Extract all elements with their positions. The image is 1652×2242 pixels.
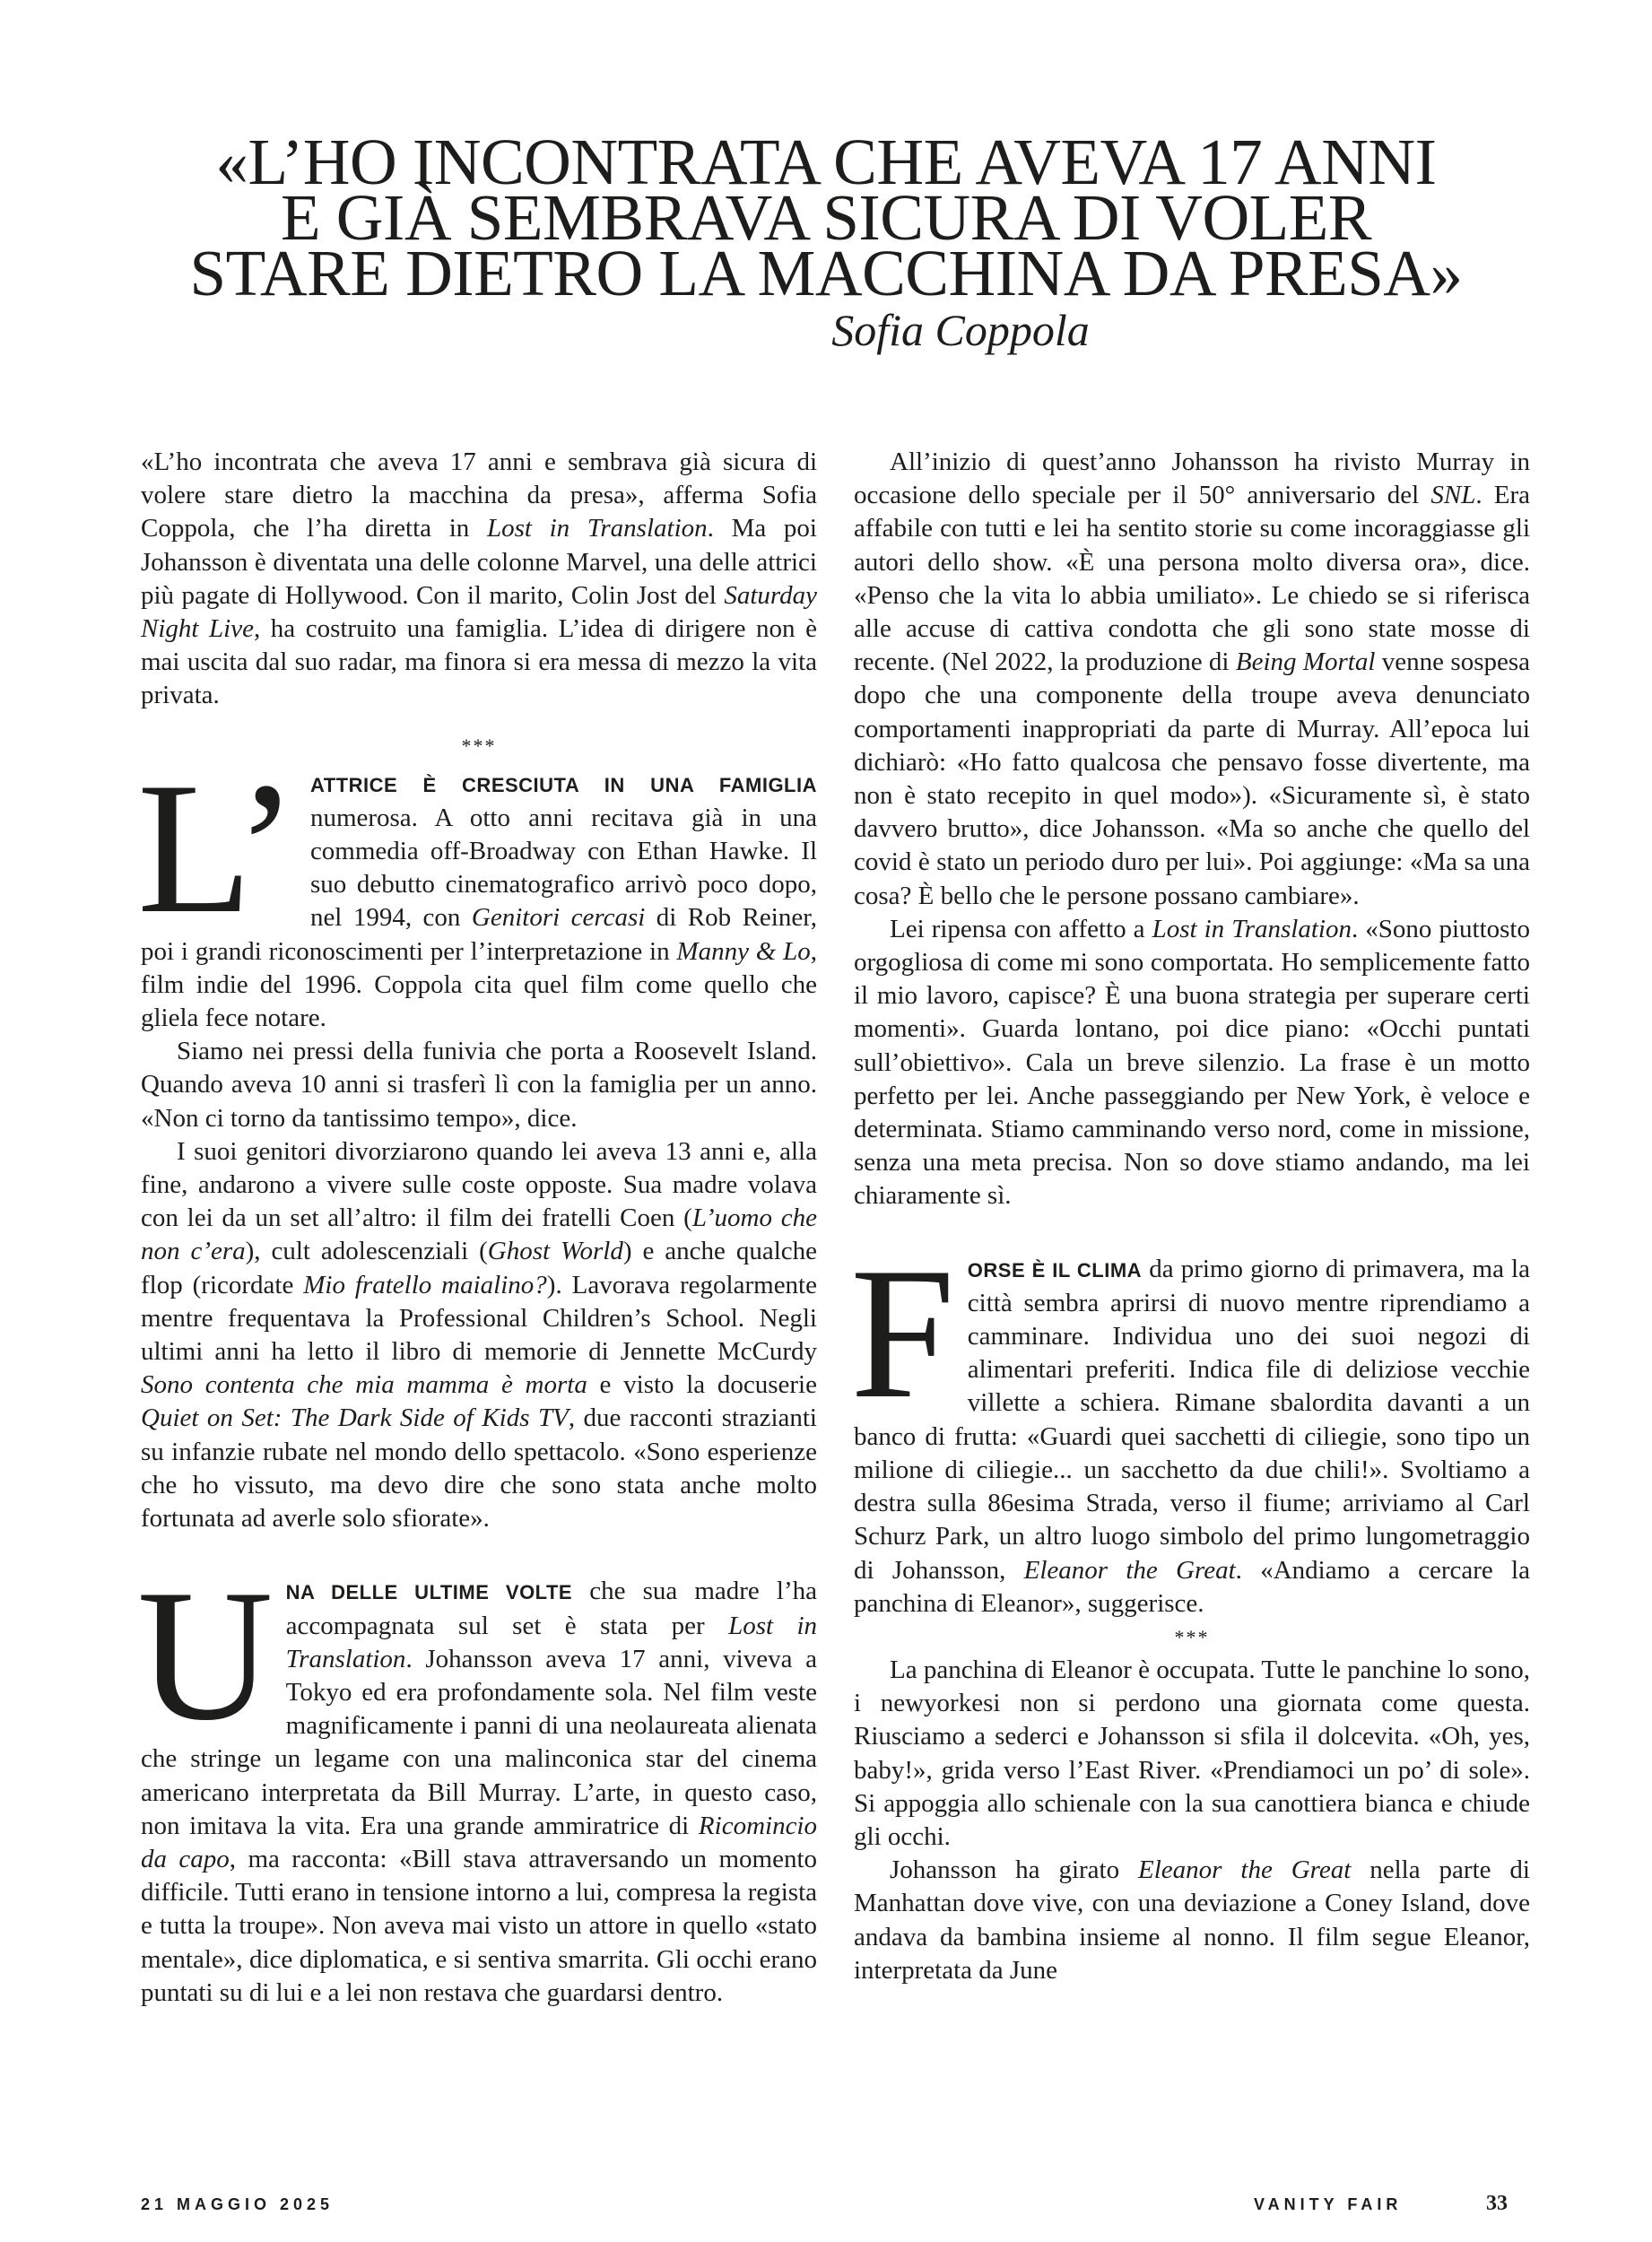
section-paragraph — [137, 1551, 818, 2010]
italic-title: Manny & Lo — [676, 936, 811, 966]
italic-title: SNL — [1430, 481, 1476, 510]
section-paragraph — [850, 1229, 1530, 1621]
footer-magazine-name: VANITY FAIR — [1254, 2195, 1403, 2213]
intro-paragraph: «L’ho incontrata che aveva 17 anni e sembrava già sicura di volere stare dietro la macchina da presa», afferma Sofia Coppola, che l’ha diretta in Lost in Translation. Ma poi Johansson è diventata una delle colonne Marvel, una delle attrici più pagate di Hollywood. Con il marito, Colin Jost del Saturday Night Live, ha costruito una famiglia. L’idea di dirigere non è mai uscita dal suo radar, ma finora si era messa di mezzo la vita privata. — [141, 448, 817, 710]
italic-title: Lost in Translation — [486, 514, 708, 543]
lead-in: NA DELLE ULTIME VOLTE — [285, 1581, 573, 1604]
pull-quote-line: «L’HO INCONTRATA CHE AVEVA 17 ANNI — [215, 126, 1437, 198]
drop-cap: U — [137, 1551, 274, 1760]
page-number: 33 — [1486, 2192, 1508, 2215]
drop-cap: L’ — [137, 743, 298, 952]
italic-title: Lost in Translation — [285, 1611, 817, 1673]
italic-title: Quiet on Set: The Dark Side of Kids TV — [141, 1403, 569, 1433]
paragraph-text: numerosa. A otto anni recitava già in una commedia off-Broadway con Ethan Hawke. Il suo debutto cinematografico arrivò poco dopo, nel 1994, con Genitori cercasi di Rob Reiner, poi i grandi riconoscimenti per l’interpretazione in Manny & Lo, film indie del 1996. Coppola cita quel film come quello che gliela fece notare. — [141, 803, 818, 1033]
italic-title: Ghost World — [487, 1237, 623, 1266]
body-paragraph: Siamo nei pressi della funivia che porta a Roosevelt Island. Quando aveva 10 anni si trasferì lì con la famiglia per un anno. «Non ci torno da tantissimo tempo», dice. — [141, 1037, 817, 1133]
body-paragraph: I suoi genitori divorziarono quando lei aveva 13 anni e, alla fine, andarono a vivere sulle coste opposte. Sua madre volava con lei da un set all’altro: il film dei fratelli Coen (L’uomo che non c’era), cult adolescenziali (Ghost World) e anche qualche flop (ricordate Mio fratello maialino?). Lavorava regolarmente mentre frequentava la Professional Children’s School. Negli ultimi anni ha letto il libro di memorie di Jennette McCurdy Sono contenta che mia mamma è morta e visto la docuserie Quiet on Set: The Dark Side of Kids TV, due racconti strazianti su infanzie rubate nel mondo dello spettacolo. «Sono esperienze che ho vissuto, ma devo dire che sono stata anche molto fortunata ad averle solo sfiorate». — [141, 1136, 818, 1534]
italic-title: Ricomincio da capo — [141, 1811, 817, 1873]
pull-quote-author: Sofia Coppola — [831, 305, 1090, 355]
drop-cap: F — [850, 1229, 955, 1438]
italic-title: Eleanor the Great — [1138, 1855, 1352, 1885]
body-paragraph: Lei ripensa con affetto a Lost in Translation. «Sono piuttosto orgogliosa di come mi sono comportata. Ho semplicemente fatto il mio lavoro, capisce? È una buona strategia per superare certi momenti». Guarda lontano, poi dice piano: «Occhi puntati sull’obiettivo». Cala un breve silenzio. La frase è un motto perfetto per lei. Anche passeggiando per New York, è veloce e determinata. Stiamo camminando verso nord, come in missione, senza una meta precisa. Non so dove stiamo andando, ma lei chiaramente sì. — [854, 914, 1530, 1211]
section-separator: *** — [1174, 1625, 1210, 1648]
pull-quote — [108, 126, 1544, 357]
footer-date: 21 MAGGIO 2025 — [141, 2195, 335, 2213]
italic-title: Sono contenta che mia mamma è morta — [141, 1370, 587, 1400]
paragraph-text: da primo giorno di primavera, ma la città sembra aprirsi di nuovo mentre riprendiamo a camminare. Individua uno dei suoi negozi di alimentari preferiti. Indica file di deliziose vecchie villette a schiera. Rimane sbalordita davanti a un banco di frutta: «Guardi quei sacchetti di ciliegie, sono tipo un milione di ciliegie... un sacchetto da due chili!». Svoltiamo a destra sulla 86esima Strada, verso il fiume; arriviamo al Carl Schurz Park, un altro luogo simbolo del primo lungometraggio di Johansson, Eleanor the Great. «Andiamo a cercare la panchina di Eleanor», suggerisce. — [854, 1254, 1530, 1618]
left-column — [137, 446, 818, 2010]
body-paragraph: Johansson ha girato Eleanor the Great nella parte di Manhattan dove vive, con una deviazione a Coney Island, dove andava da bambina insieme al nonno. Il film segue Eleanor, interpretata da June — [854, 1855, 1530, 1985]
lead-in: ORSE È IL CLIMA — [967, 1258, 1143, 1282]
italic-title: Genitori cercasi — [471, 903, 646, 933]
italic-title: Eleanor the Great — [1023, 1555, 1236, 1585]
italic-title: L’uomo che non c’era — [141, 1204, 817, 1266]
paragraph-text: che sua madre l’ha accompagnata sul set è stata per Lost in Translation. Johansson aveva 17 anni, viveva a Tokyo ed era profondamente sola. Nel film veste magnificamente i panni di una neolaureata alienata che stringe un legame con una malinconica star del cinema americano interpretata da Bill Murray. L’arte, in questo caso, non imitava la vita. Era una grande ammiratrice di Ricomincio da capo, ma racconta: «Bill stava attraversando un momento difficile. Tutti erano in tensione intorno a lui, compresa la regista e tutta la troupe». Non aveva mai visto un attore in quello «stato mentale», dice diplomatica, e si sentiva smarrita. Gli occhi erano puntati su di lui e a lei non restava che guardarsi dentro. — [141, 1577, 818, 2007]
lead-in: ATTRICE È CRESCIUTA IN UNA FAMIGLIA — [309, 773, 817, 796]
right-column — [850, 446, 1531, 1987]
section-separator: *** — [461, 734, 497, 757]
pull-quote-line: E GIÀ SEMBRAVA SICURA DI VOLER — [280, 181, 1372, 254]
pull-quote-line: STARE DIETRO LA MACCHINA DA PRESA» — [189, 237, 1463, 309]
italic-title: Mio fratello maialino? — [303, 1270, 547, 1299]
italic-title: Lost in Translation — [1152, 914, 1352, 943]
italic-title: Being Mortal — [1235, 647, 1376, 677]
body-paragraph: La panchina di Eleanor è occupata. Tutte le panchine lo sono, i newyorkesi non si perdono una giornata come questa. Riusciamo a sederci e Johansson si sfila il dolcevita. «Oh, yes, baby!», grida verso l’East River. «Prendiamoci un po’ di sole». Si appoggia allo schienale con la sua canottiera bianca e chiude gli occhi. — [854, 1655, 1530, 1851]
body-paragraph: All’inizio di quest’anno Johansson ha rivisto Murray in occasione dello speciale per il 50° anniversario del SNL. Era affabile con tutti e lei ha sentito storie su come incoraggiasse gli autori dello show. «È una persona molto diversa ora», dice. «Penso che la vita lo abbia umiliato». Le chiedo se si riferisca alle accuse di cattiva condotta che gli sono state mosse di recente. (Nel 2022, la produzione di Being Mortal venne sospesa dopo che una componente della troupe aveva denunciato comportamenti inappropriati da parte di Murray. All’epoca lui dichiarò: «Ho fatto qualcosa che pensavo fosse divertente, ma non è stato recepito in quel modo»). «Sicuramente sì, è stato davvero brutto», dice Johansson. «Ma so anche che quello del covid è stato un periodo duro per lui». Poi aggiunge: «Ma sa una cosa? È bello che le persone possano cambiare». — [854, 448, 1531, 910]
italic-title: Saturday Night Live — [141, 580, 817, 644]
section-paragraph — [137, 743, 818, 1036]
